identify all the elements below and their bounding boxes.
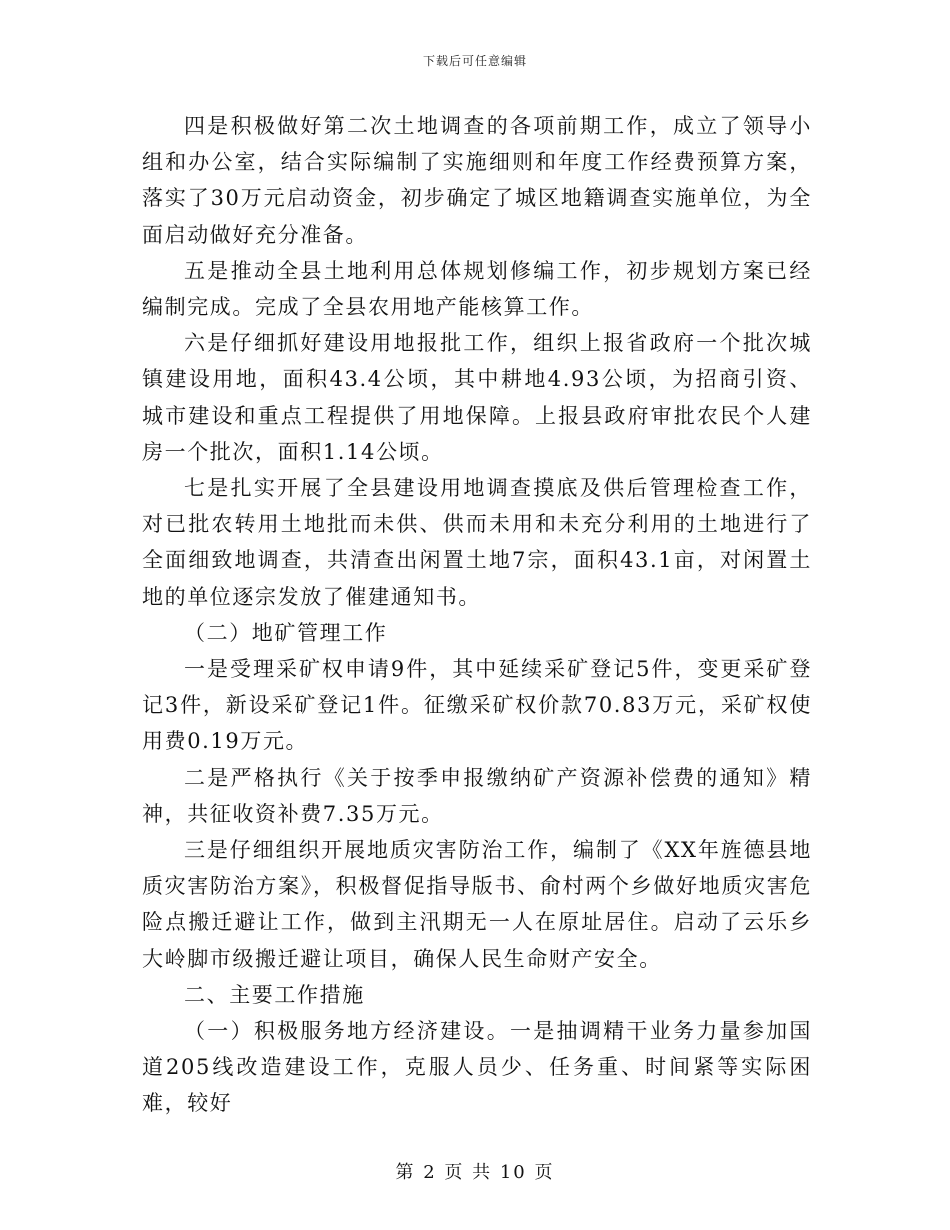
paragraph-mining-rights: 一是受理采矿权申请9件，其中延续采矿登记5件，变更采矿登记3件，新设采矿登记1件。征缴采矿权价款70.83万元，采矿权使用费0.19万元。 bbox=[142, 657, 812, 754]
paragraph-land-inspection: 七是扎实开展了全县建设用地调查摸底及供后管理检查工作，对已批农转用土地批而未供、供而未用和未充分利用的土地进行了全面细致地调查，共清查出闲置土地7宗，面积43.1亩，对闲置土地的单位逐宗发放了催建通知书。 bbox=[142, 476, 812, 609]
paragraph-land-approval: 六是仔细抓好建设用地报批工作，组织上报省政府一个批次城镇建设用地，面积43.4公顷，其中耕地4.93公顷，为招商引资、城市建设和重点工程提供了用地保障。上报县政府审批农民个人建房一个批次，面积1.14公顷。 bbox=[142, 331, 812, 464]
page-number-footer: 第 2 页 共 10 页 bbox=[395, 1162, 555, 1183]
paragraph-geohazard: 三是仔细组织开展地质灾害防治工作，编制了《XX年旌德县地质灾害防治方案》，积极督促指导版书、俞村两个乡做好地质灾害危险点搬迁避让工作，做到主汛期无一人在原址居住。启动了云乐乡大岭脚市级搬迁避让项目，确保人民生命财产安全。 bbox=[142, 838, 812, 971]
paragraph-economic-service: （一）积极服务地方经济建设。一是抽调精干业务力量参加国道205线改造建设工作，克服人员少、任务重、时间紧等实际困难，较好 bbox=[142, 1019, 812, 1116]
paragraph-land-survey: 四是积极做好第二次土地调查的各项前期工作，成立了领导小组和办公室，结合实际编制了实施细则和年度工作经费预算方案，落实了30万元启动资金，初步确定了城区地籍调查实施单位，为全面启动做好充分准备。 bbox=[142, 114, 812, 247]
section-heading-mining: （二）地矿管理工作 bbox=[184, 620, 388, 645]
section-heading-measures: 二、主要工作措施 bbox=[184, 982, 365, 1007]
page-header: 下载后可任意编辑 bbox=[422, 54, 527, 68]
paragraph-land-planning: 五是推动全县土地利用总体规划修编工作，初步规划方案已经编制完成。完成了全县农用地产能核算工作。 bbox=[142, 258, 812, 320]
document-body bbox=[142, 108, 812, 1122]
paragraph-resource-fees: 二是严格执行《关于按季申报缴纳矿产资源补偿费的通知》精神，共征收资补费7.35万元。 bbox=[142, 765, 812, 826]
